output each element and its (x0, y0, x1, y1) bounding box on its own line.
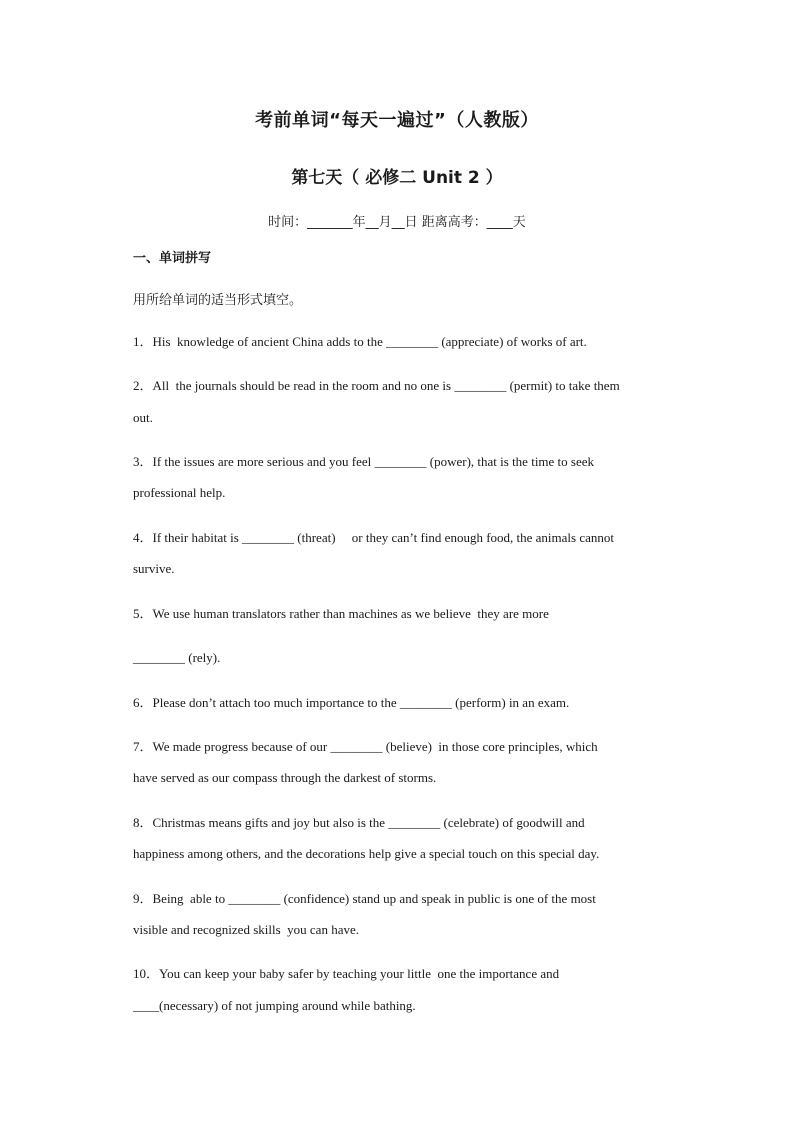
section-instruction: 用所给单词的适当形式填空。 (133, 293, 303, 308)
question-8-line-2: happiness among others, and the decorations help give a special touch on this special day. (133, 846, 600, 861)
question-2-line-2: out. (133, 410, 153, 425)
date-line: 时间：_______年__月__日 距离高考：____天 (268, 215, 526, 230)
question-9-line-1: 9．Being able to ________ (confidence) stand up and speak in public is one of the most (133, 891, 596, 906)
question-7-line-1: 7．We made progress because of our ________ (believe) in those core principles, which (133, 739, 598, 754)
question-10-line-1: 10．You can keep your baby safer by teaching your little one the importance and (133, 966, 560, 981)
question-6-line-1: 6．Please don’t attach too much importance to the ________ (perform) in an exam. (133, 695, 570, 710)
question-5-line-2: ________ (rely). (133, 650, 221, 665)
question-10-line-2: ____(necessary) of not jumping around while bathing. (133, 998, 416, 1013)
question-7-line-2: have served as our compass through the darkest of storms. (133, 770, 437, 785)
question-4-line-1: 4．If their habitat is ________ (threat) or they can’t find enough food, the animals cannot (133, 530, 614, 545)
page-subtitle: 第七天（ 必修二 Unit 2 ） (291, 168, 503, 188)
question-9-line-2: visible and recognized skills you can have. (133, 922, 359, 937)
section-heading: 一、单词拼写 (133, 251, 212, 266)
page-title: 考前单词“每天一遍过”（人教版） (255, 110, 539, 131)
question-2-line-1: 2．All the journals should be read in the room and no one is ________ (permit) to take them (133, 378, 620, 393)
question-3-line-1: 3．If the issues are more serious and you feel ________ (power), that is the time to seek (133, 454, 595, 469)
question-8-line-1: 8．Christmas means gifts and joy but also is the ________ (celebrate) of goodwill and (133, 815, 585, 830)
question-3-line-2: professional help. (133, 485, 226, 500)
question-1-line-1: 1．His knowledge of ancient China adds to the ________ (appreciate) of works of art. (133, 334, 587, 349)
question-4-line-2: survive. (133, 561, 175, 576)
question-5-line-1: 5．We use human translators rather than machines as we believe they are more (133, 606, 549, 621)
